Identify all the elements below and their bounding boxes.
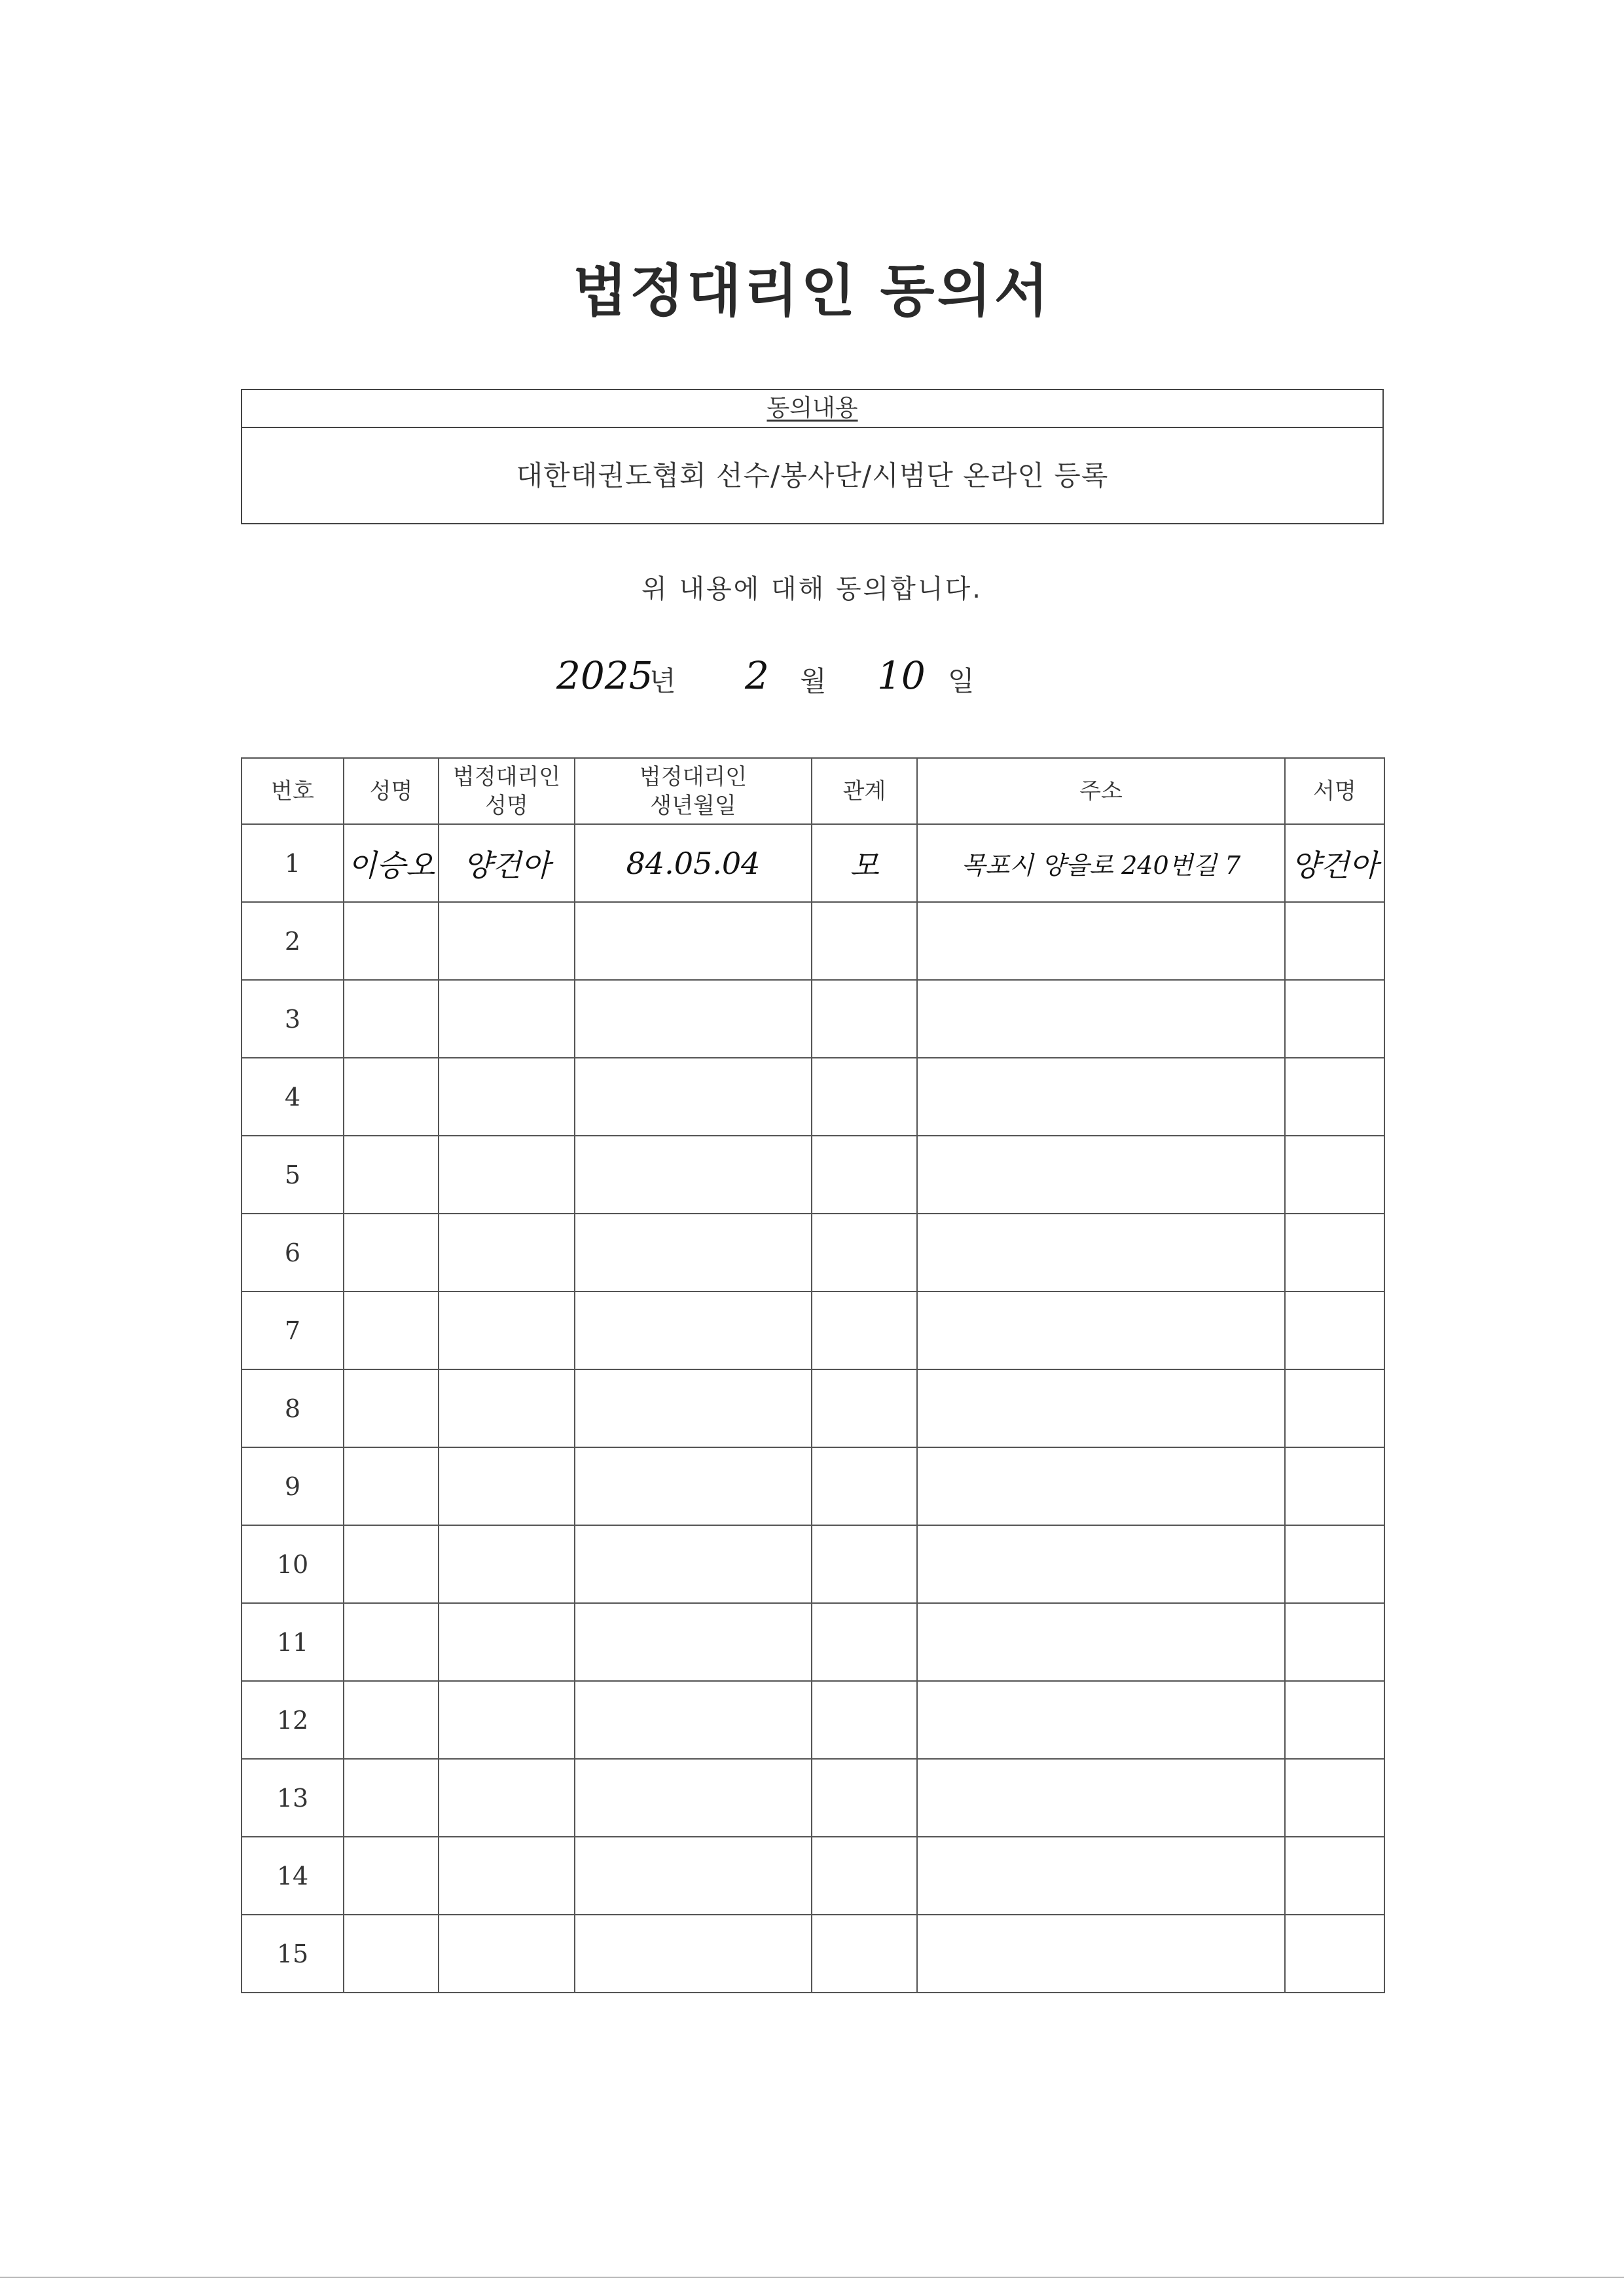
cell-signature-value: 양건아 (1291, 847, 1379, 883)
cell-guardian-name (439, 1525, 575, 1603)
cell-name (344, 1603, 439, 1681)
cell-address (917, 1447, 1285, 1525)
consent-box (241, 389, 1384, 524)
cell-no: 2 (242, 902, 344, 980)
cell-signature (1285, 1369, 1384, 1447)
date-year-label: 년 (649, 665, 676, 697)
table-row (242, 1681, 1384, 1759)
cell-guardian-birth (575, 1292, 812, 1369)
cell-name (344, 1447, 439, 1525)
cell-no: 6 (242, 1214, 344, 1292)
date-month-label: 월 (800, 665, 827, 697)
cell-address (917, 1603, 1285, 1681)
cell-name-value: 이승오 (347, 847, 435, 883)
cell-guardian-name (439, 1292, 575, 1369)
header-name: 성명 (344, 758, 439, 824)
cell-no: 5 (242, 1136, 344, 1214)
cell-no: 1 (242, 824, 344, 902)
table-row (242, 1759, 1384, 1837)
cell-relation (812, 1759, 917, 1837)
table-row (242, 1136, 1384, 1214)
cell-guardian-name (439, 980, 575, 1058)
cell-relation (812, 1603, 917, 1681)
cell-no: 12 (242, 1681, 344, 1759)
cell-signature (1285, 1759, 1384, 1837)
cell-guardian-name (439, 1136, 575, 1214)
cell-address (917, 1214, 1285, 1292)
cell-guardian-birth (575, 1759, 812, 1837)
cell-guardian-birth (575, 1214, 812, 1292)
date-day-label: 일 (948, 665, 975, 697)
cell-name (344, 1058, 439, 1136)
document-title: 법정대리인 동의서 (573, 259, 1051, 324)
consent-header-label: 동의내용 (767, 395, 858, 422)
table-row (242, 902, 1384, 980)
consent-content: 대한태권도협회 선수/봉사단/시범단 온라인 등록 (516, 460, 1109, 492)
cell-relation (812, 980, 917, 1058)
cell-no: 7 (242, 1292, 344, 1369)
cell-guardian-name (439, 1369, 575, 1447)
cell-address (917, 1681, 1285, 1759)
cell-no: 4 (242, 1058, 344, 1136)
cell-address (917, 1369, 1285, 1447)
cell-signature (1285, 1681, 1384, 1759)
cell-relation (812, 1292, 917, 1369)
header-relation: 관계 (812, 758, 917, 824)
guardian-roster-table (241, 757, 1385, 1993)
cell-relation (812, 1915, 917, 1993)
table-row (242, 1214, 1384, 1292)
header-guardian-birth-line1: 법정대리인 (639, 763, 748, 790)
cell-guardian-name (439, 1447, 575, 1525)
cell-relation (812, 1837, 917, 1915)
cell-name (344, 1369, 439, 1447)
table-row (242, 1525, 1384, 1603)
cell-guardian-name (439, 1681, 575, 1759)
table-row (242, 1837, 1384, 1915)
cell-relation (812, 824, 917, 902)
cell-guardian-birth (575, 1525, 812, 1603)
cell-signature (1285, 1525, 1384, 1603)
cell-address (917, 980, 1285, 1058)
cell-name (344, 1681, 439, 1759)
date-line (0, 648, 1624, 707)
cell-guardian-birth (575, 1837, 812, 1915)
cell-guardian-birth (575, 1603, 812, 1681)
cell-relation (812, 1058, 917, 1136)
cell-address (917, 1058, 1285, 1136)
cell-guardian-name (439, 1058, 575, 1136)
cell-no: 8 (242, 1369, 344, 1447)
cell-guardian-name (439, 1915, 575, 1993)
cell-no: 3 (242, 980, 344, 1058)
header-guardian-name-line2: 성명 (485, 792, 528, 819)
cell-name (344, 1292, 439, 1369)
header-address: 주소 (917, 758, 1285, 824)
cell-guardian-name (439, 1837, 575, 1915)
cell-signature (1285, 980, 1384, 1058)
cell-guardian-birth (575, 980, 812, 1058)
cell-name (344, 1759, 439, 1837)
cell-name (344, 1214, 439, 1292)
cell-address (917, 902, 1285, 980)
cell-signature (1285, 1447, 1384, 1525)
cell-address (917, 1759, 1285, 1837)
table-body (242, 824, 1384, 1993)
cell-relation (812, 1214, 917, 1292)
cell-name (344, 1136, 439, 1214)
cell-address (917, 1915, 1285, 1993)
agree-statement: 위 내용에 대해 동의합니다. (641, 574, 983, 604)
cell-signature (1285, 902, 1384, 980)
cell-guardian-birth (575, 1369, 812, 1447)
cell-signature (1285, 1136, 1384, 1214)
cell-signature (1285, 1603, 1384, 1681)
cell-guardian-birth (575, 1058, 812, 1136)
header-guardian-birth (575, 758, 812, 824)
consent-header (242, 390, 1382, 428)
cell-guardian-birth (575, 902, 812, 980)
cell-guardian-name (439, 824, 575, 902)
cell-no: 10 (242, 1525, 344, 1603)
table-row (242, 1447, 1384, 1525)
cell-name (344, 1525, 439, 1603)
cell-name (344, 902, 439, 980)
cell-signature (1285, 1058, 1384, 1136)
cell-relation (812, 1369, 917, 1447)
cell-guardian-name (439, 1759, 575, 1837)
cell-signature (1285, 1214, 1384, 1292)
cell-guardian-birth (575, 1136, 812, 1214)
cell-relation-value: 모 (850, 847, 879, 883)
table-row (242, 824, 1384, 902)
cell-address (917, 824, 1285, 902)
cell-guardian-birth (575, 1447, 812, 1525)
cell-address (917, 1837, 1285, 1915)
cell-name (344, 980, 439, 1058)
date-day-handwritten: 10 (877, 653, 926, 698)
cell-guardian-name-value: 양건아 (463, 847, 550, 883)
cell-guardian-name (439, 902, 575, 980)
table-row (242, 1292, 1384, 1369)
cell-name (344, 824, 439, 902)
cell-relation (812, 1525, 917, 1603)
cell-no: 9 (242, 1447, 344, 1525)
table-header-row (242, 758, 1384, 824)
cell-name (344, 1837, 439, 1915)
date-year-handwritten: 2025 (556, 653, 653, 698)
cell-no: 14 (242, 1837, 344, 1915)
cell-guardian-birth (575, 1915, 812, 1993)
cell-address-value: 목포시 양을로 240번길 7 (961, 851, 1241, 880)
cell-address (917, 1136, 1285, 1214)
date-month-handwritten: 2 (745, 653, 769, 698)
cell-address (917, 1292, 1285, 1369)
cell-signature (1285, 1915, 1384, 1993)
cell-guardian-name (439, 1214, 575, 1292)
cell-address (917, 1525, 1285, 1603)
cell-relation (812, 1681, 917, 1759)
cell-no: 15 (242, 1915, 344, 1993)
cell-guardian-birth (575, 1681, 812, 1759)
cell-relation (812, 1136, 917, 1214)
table-row (242, 1603, 1384, 1681)
table-row (242, 1915, 1384, 1993)
cell-guardian-birth-value: 84.05.04 (626, 845, 761, 881)
cell-no: 13 (242, 1759, 344, 1837)
header-guardian-birth-line2: 생년월일 (650, 792, 736, 819)
cell-relation (812, 1447, 917, 1525)
cell-name (344, 1915, 439, 1993)
table-row (242, 980, 1384, 1058)
table-row (242, 1369, 1384, 1447)
cell-no: 11 (242, 1603, 344, 1681)
cell-signature (1285, 1837, 1384, 1915)
cell-guardian-birth (575, 824, 812, 902)
header-guardian-name-line1: 법정대리인 (452, 763, 561, 790)
page-bottom-rule (0, 2277, 1624, 2278)
cell-relation (812, 902, 917, 980)
cell-guardian-name (439, 1603, 575, 1681)
table-row (242, 1058, 1384, 1136)
header-guardian-name (439, 758, 575, 824)
header-signature: 서명 (1285, 758, 1384, 824)
cell-signature (1285, 824, 1384, 902)
header-no: 번호 (242, 758, 344, 824)
cell-signature (1285, 1292, 1384, 1369)
